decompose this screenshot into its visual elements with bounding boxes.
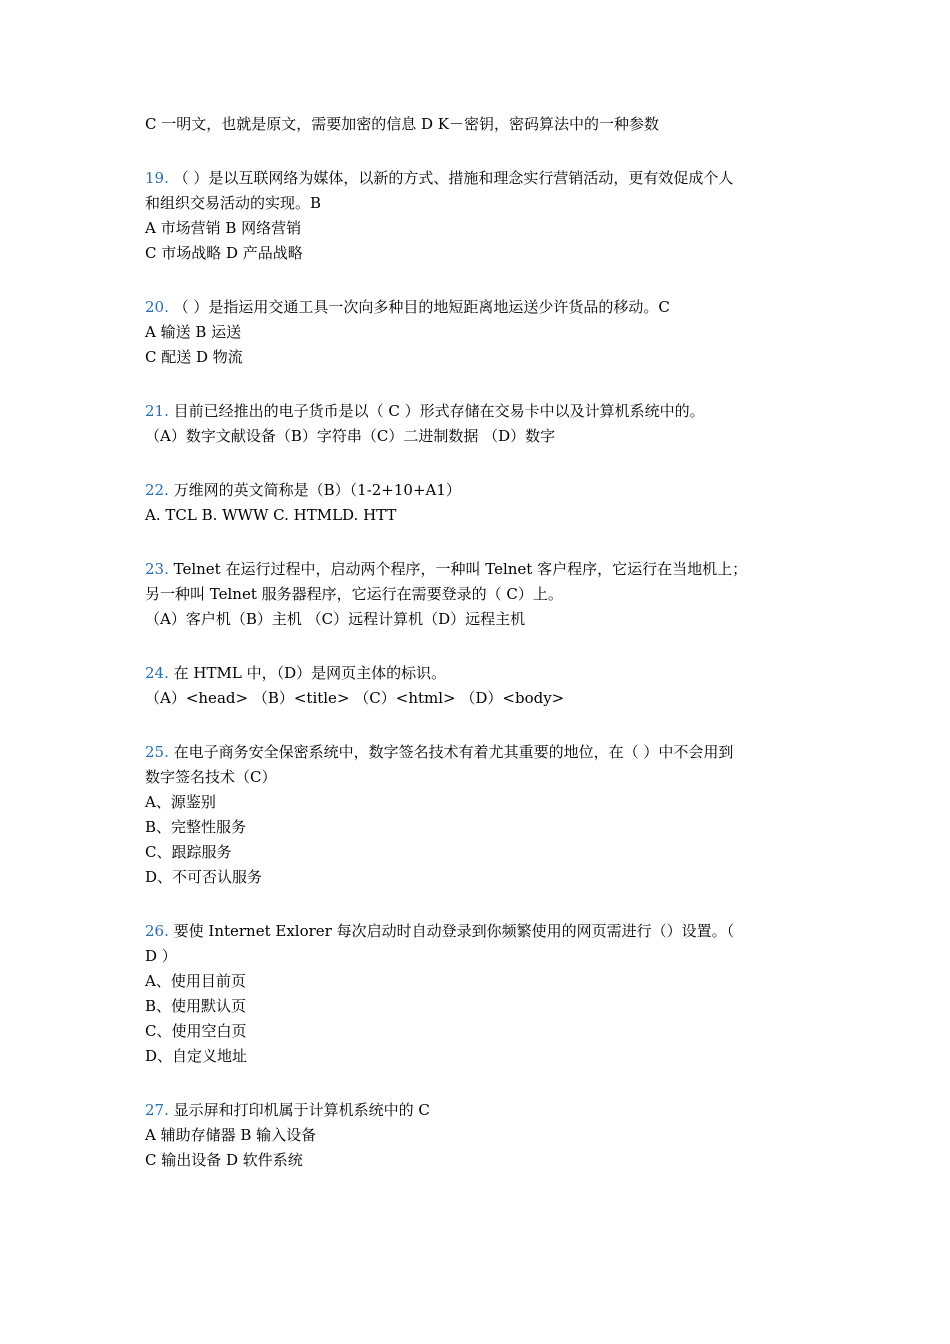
question-stem [145,399,825,424]
answer-options-ab: A 输送 B 运送 [145,323,242,341]
question-text-continued: 另一种叫 Telnet 服务器程序，它运行在需要登录的（ C）上。 [145,585,563,603]
question-stem [145,919,825,944]
spacer [145,528,825,557]
answer-option-a: A、源鉴别 [145,793,216,811]
question-21 [145,399,825,449]
answer-options: （A）客户机（B）主机 （C）远程计算机（D）远程主机 [145,610,526,628]
answer-option-b: B、使用默认页 [145,997,247,1015]
answer-option-b: B、完整性服务 [145,818,247,836]
answer-options-cd: C 市场战略 D 产品战略 [145,244,303,262]
question-text: 在 HTML 中，（D）是网页主体的标识。 [168,664,447,682]
spacer [145,370,825,399]
question-text: （ ）是指运用交通工具一次向多种目的地短距离地运送少许货品的移动。C [168,298,670,316]
question-text: 目前已经推出的电子货币是以（ C ）形式存储在交易卡中以及计算机系统中的。 [168,402,705,420]
question-text: 在电子商务安全保密系统中，数字签名技术有着尤其重要的地位，在（ ）中不会用到 [168,743,734,761]
question-stem [145,740,825,765]
question-text-continued: D ） [145,947,177,965]
question-number: 19. [145,169,169,187]
answer-option-a: A、使用目前页 [145,972,246,990]
answer-option-c: C、跟踪服务 [145,843,232,861]
question-stem [145,166,825,191]
question-stem [145,557,825,582]
answer-options-cd: C 配送 D 物流 [145,348,243,366]
question-text: Telnet 在运行过程中，启动两个程序，一种叫 Telnet 客户程序，它运行在当地机上； [168,560,748,578]
question-stem [145,1098,825,1123]
question-text: 万维网的英文简称是（B）（1-2+10+A1） [168,481,461,499]
answer-options: （A）数字文献设备（B）字符串（C）二进制数据 （D）数字 [145,427,556,445]
question-number: 24. [145,664,169,682]
spacer [145,266,825,295]
question-23 [145,557,825,632]
spacer [145,1069,825,1098]
question-text: 显示屏和打印机属于计算机系统中的 C [168,1101,430,1119]
question-stem [145,661,825,686]
spacer [145,632,825,661]
question-number: 26. [145,922,169,940]
question-text: （ ）是以互联网络为媒体，以新的方式、措施和理念实行营销活动，更有效促成个人 [168,169,734,187]
question-25 [145,740,825,890]
question-20 [145,295,825,370]
prev-question-options-cd: C 一明文，也就是原文，需要加密的信息 D K－密钥，密码算法中的一种参数 [145,115,660,133]
question-number: 25. [145,743,169,761]
question-27 [145,1098,825,1173]
question-26 [145,919,825,1069]
question-number: 23. [145,560,169,578]
question-number: 21. [145,402,169,420]
answer-option-d: D、不可否认服务 [145,868,263,886]
spacer [145,711,825,740]
document-page [145,112,825,1173]
answer-option-c: C、使用空白页 [145,1022,247,1040]
question-text-continued: 和组织交易活动的实现。B [145,194,322,212]
question-stem [145,478,825,503]
question-22 [145,478,825,528]
question-text-continued: 数字签名技术（C） [145,768,277,786]
question-number: 27. [145,1101,169,1119]
question-number: 22. [145,481,169,499]
spacer [145,890,825,919]
answer-option-d: D、自定义地址 [145,1047,248,1065]
answer-options-ab: A 辅助存储器 B 输入设备 [145,1126,317,1144]
spacer [145,449,825,478]
answer-options: （A）<head> （B）<title> （C）<html> （D）<body> [145,689,565,707]
question-24 [145,661,825,711]
answer-options: A. TCL B. WWW C. HTMLD. HTT [145,506,397,524]
question-stem [145,295,825,320]
question-number: 20. [145,298,169,316]
question-text: 要使 Internet Exlorer 每次启动时自动登录到你频繁使用的网页需进行（）设置。（ [168,922,735,940]
answer-options-ab: A 市场营销 B 网络营销 [145,219,302,237]
spacer [145,137,825,166]
answer-options-cd: C 输出设备 D 软件系统 [145,1151,303,1169]
question-19 [145,166,825,266]
